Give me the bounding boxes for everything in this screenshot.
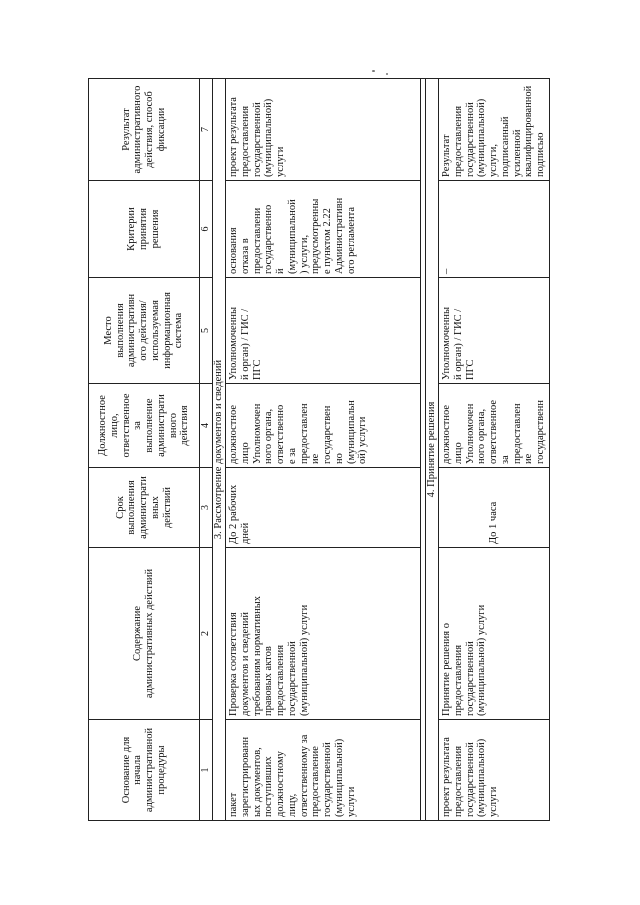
cell-result: проект результата предоставления государственной (муниципальной) услуги <box>226 79 421 181</box>
table-row <box>439 79 550 821</box>
cell-basis: пакет зарегистрированн ых документов, поступивших должностному лицу, ответственному за предоставление государственной (муниципальной) услуги <box>226 720 421 821</box>
header-cell-basis: Основание для начала административной процедуры <box>89 720 200 821</box>
section-title-row <box>426 79 439 821</box>
cell-criteria: основания отказа в предоставлени государственно й (муниципальной ) услуги, предусмотренны е пунктом 2.22 Административн ого регламента <box>226 181 421 278</box>
cell-deadline: До 2 рабочих дней <box>226 468 421 548</box>
header-cell-deadline: Срок выполнения администрати вных действий <box>89 468 200 548</box>
column-number: 3 <box>200 468 213 548</box>
cell-result: Результат предоставления государственной (муниципальной) услуги, подписанный усиленной квалифицированной подписью <box>439 79 550 181</box>
column-number: 4 <box>200 384 213 468</box>
cell-content: Проверка соответствия документов и сведений требованиям нормативных правовых актов предоставления государственной (муниципальной) услуги <box>226 548 421 720</box>
header-cell-official: Должностное лицо, ответственное за выполнение администрати вного действия <box>89 384 200 468</box>
cell-place: Уполномоченны й орган) / ГИС / ПГС <box>439 278 550 384</box>
column-number: 1 <box>200 720 213 821</box>
cell-deadline: До 1 часа <box>439 468 550 548</box>
header-cell-place: Место выполнения административн ого действия/ используемая информационная система <box>89 278 200 384</box>
cell-criteria: – <box>439 181 550 278</box>
column-numbers-row <box>200 79 213 821</box>
header-cell-content: Содержание административных действий <box>89 548 200 720</box>
procedure-table <box>88 78 550 821</box>
column-number: 5 <box>200 278 213 384</box>
table-row <box>226 79 421 821</box>
header-cell-criteria: Критерии принятия решения <box>89 181 200 278</box>
header-row <box>89 79 200 821</box>
cell-official: должностное лицо Уполномочен ного органа, ответственно е за предоставлен ие государствен но (муниципальн ой) услуги <box>226 384 421 468</box>
header-cell-result: Результат административного действия, способ фиксации <box>89 79 200 181</box>
cell-official: должностное лицо Уполномочен ного органа, ответственное за предоставлен ие государственн <box>439 384 550 468</box>
section-title: 3. Рассмотрение документов и сведений <box>213 79 226 821</box>
cell-basis: проект результата предоставления государственной (муниципальной) услуги <box>439 720 550 821</box>
column-number: 2 <box>200 548 213 720</box>
cell-content: Принятие решения о предоставления государственной (муниципальной) услуги <box>439 548 550 720</box>
column-number: 6 <box>200 181 213 278</box>
section-title: 4. Принятие решения <box>426 79 439 821</box>
cell-place: Уполномоченны й орган) / ГИС / ПГС <box>226 278 421 384</box>
column-number: 7 <box>200 79 213 181</box>
section-title-row <box>213 79 226 821</box>
